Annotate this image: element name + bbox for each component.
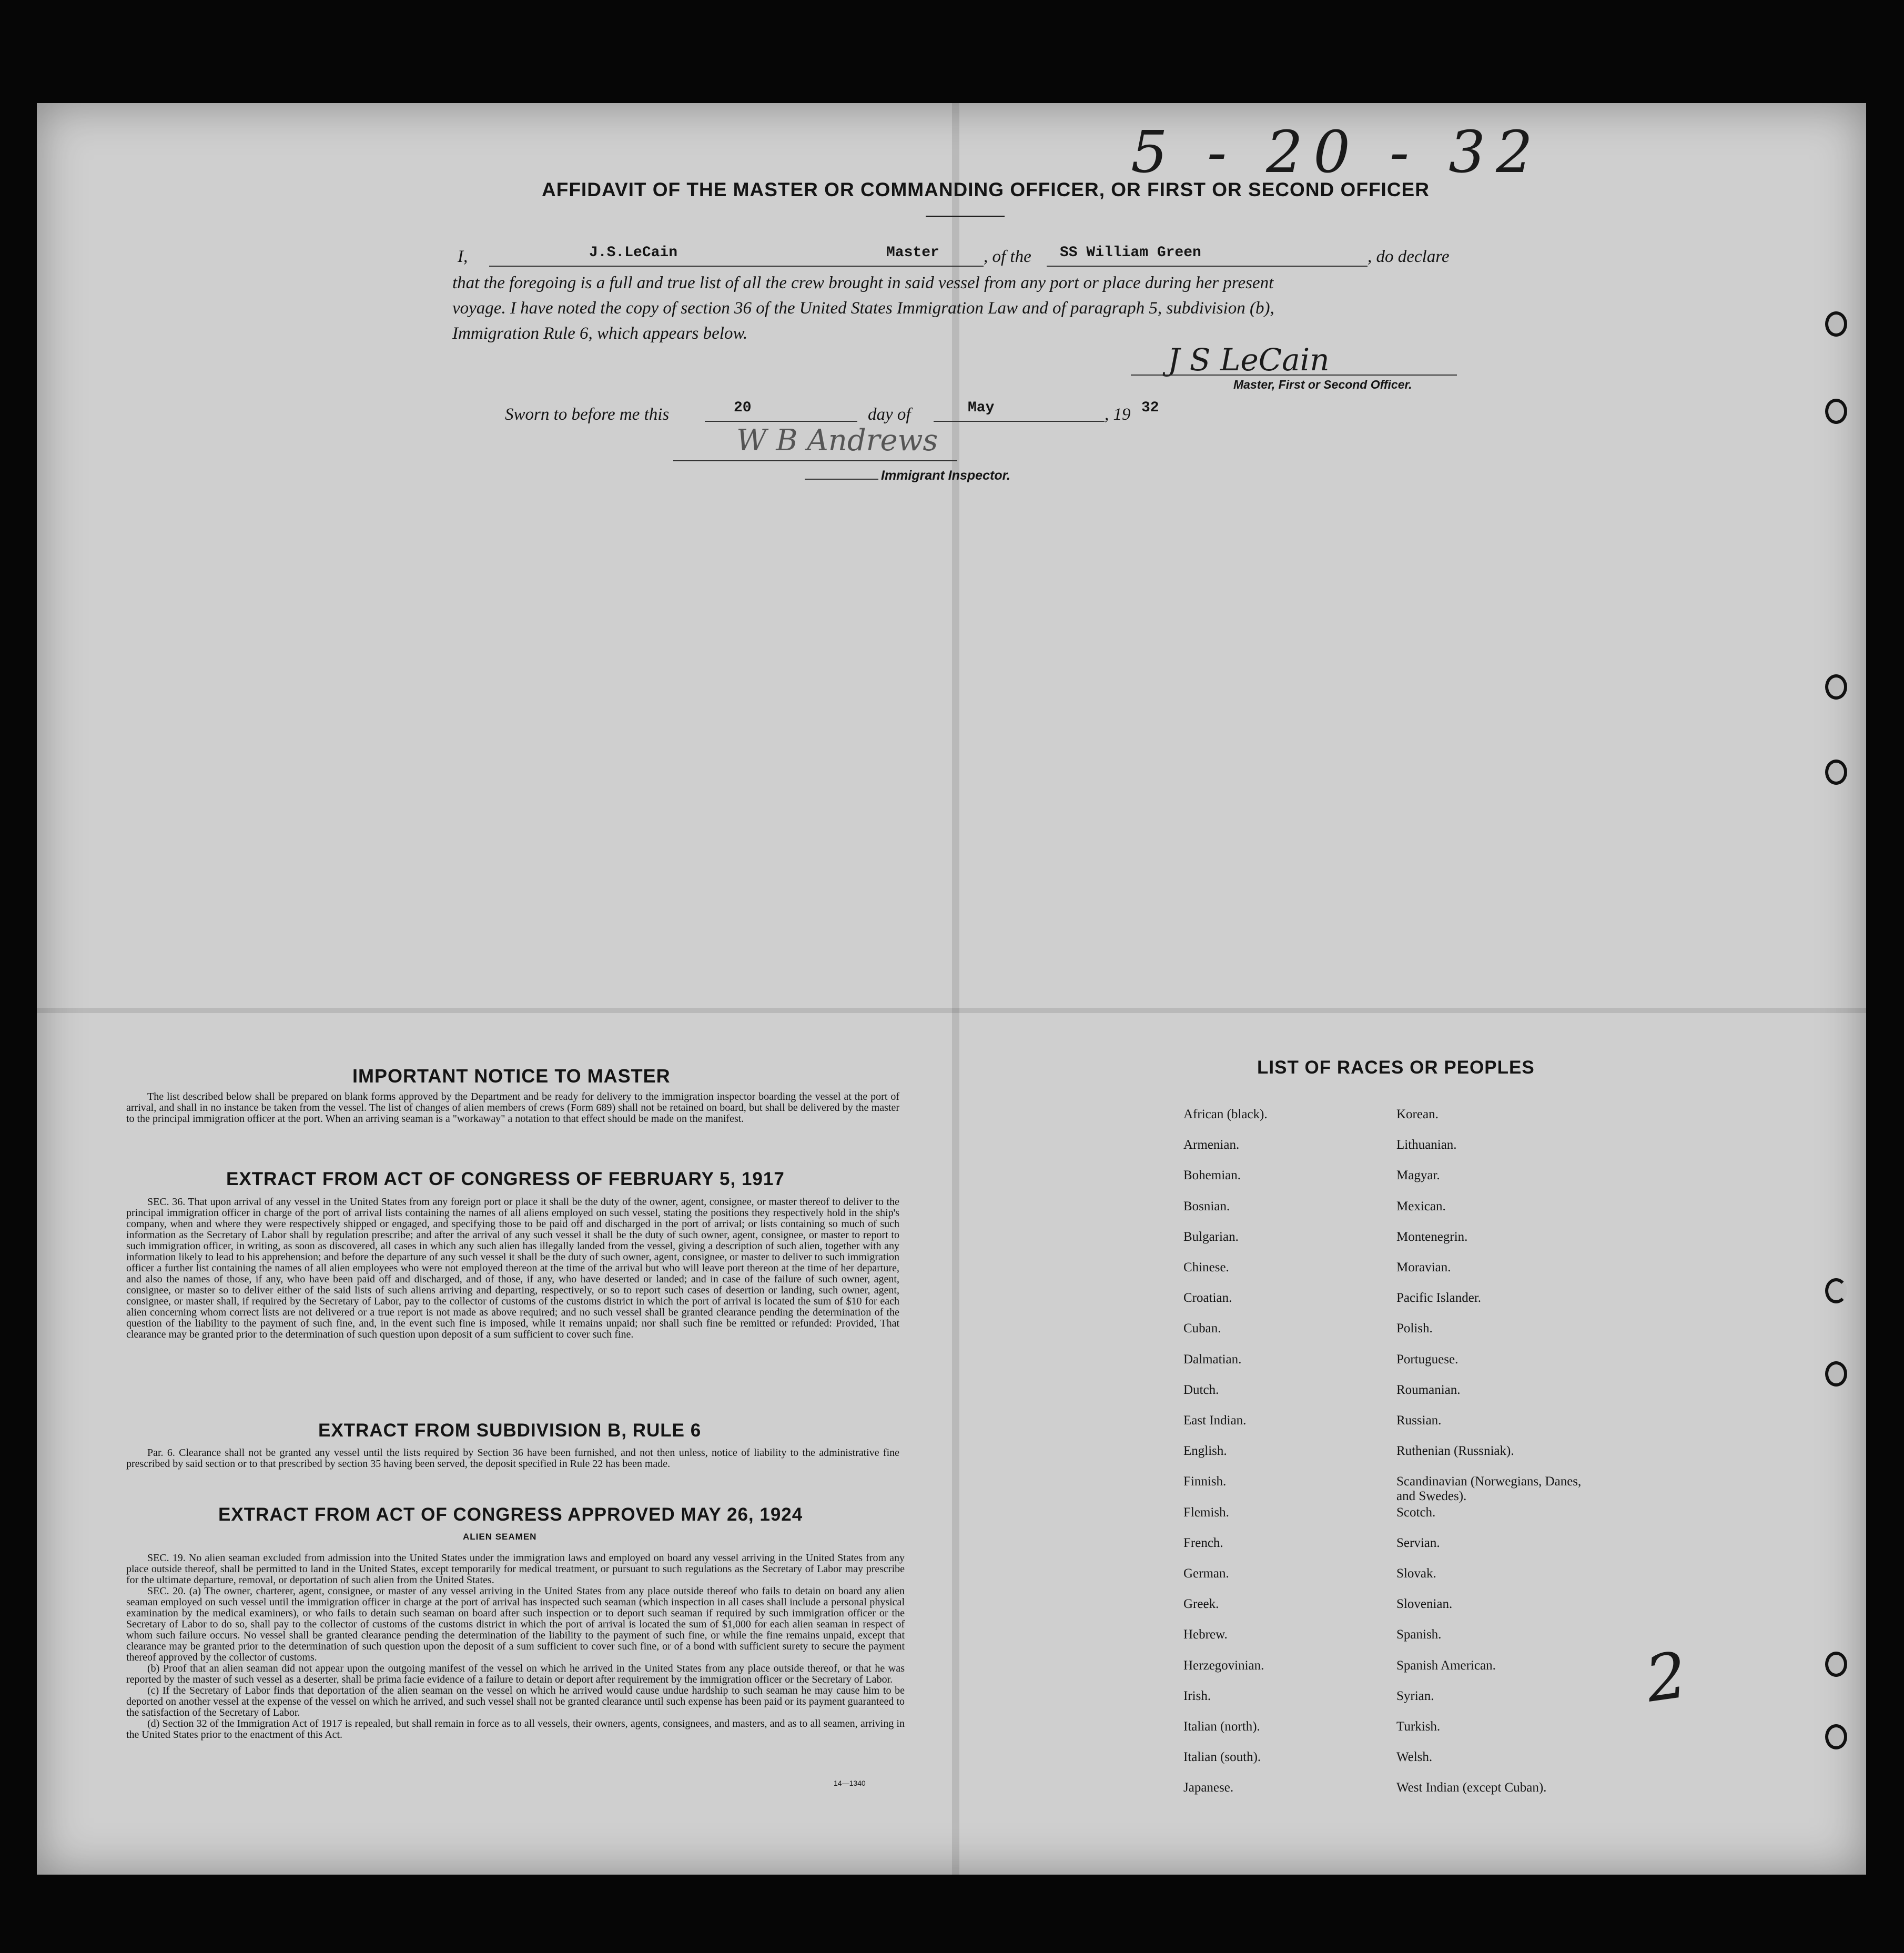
race-item: Polish. xyxy=(1396,1321,1433,1336)
extract-1917-title: EXTRACT FROM ACT OF CONGRESS OF FEBRUARY 5, 1917 xyxy=(226,1169,785,1189)
notice-title: IMPORTANT NOTICE TO MASTER xyxy=(352,1065,671,1087)
section-20d-text: (d) Section 32 of the Immigration Act of 1917 is repealed, but shall remain in force as to all vessels, their owners, agents, consignees, and masters, and as to all seamen, arriving in the United States prior to the enactment of this Act. xyxy=(126,1718,905,1741)
name-underline xyxy=(489,266,984,267)
paragraph-6-text: Par. 6. Clearance shall not be granted any vessel until the lists required by Section 36 have been furnished, and not then unless, notice of liability to the administrative fine prescribed by said section or to that prescribed by section 35 having been served, the deposit specified in Rule 22 has been made. xyxy=(126,1447,899,1470)
race-item: Slovak. xyxy=(1396,1566,1436,1581)
sworn-day: 20 xyxy=(734,400,752,416)
do-declare-label: , do declare xyxy=(1368,247,1450,266)
race-item: Irish. xyxy=(1183,1688,1211,1703)
inspector-caption: Immigrant Inspector. xyxy=(881,468,1010,483)
title-rule xyxy=(926,216,1005,217)
race-item: Scandinavian (Norwegians, Danes, and Swedes). xyxy=(1396,1474,1582,1504)
race-item: Moravian. xyxy=(1396,1260,1451,1274)
extract-rule6-body xyxy=(126,1448,899,1470)
race-item: Mexican. xyxy=(1396,1199,1446,1213)
sworn-month: May xyxy=(968,400,995,416)
section-20a-text: SEC. 20. (a) The owner, charterer, agent, consignee, or master of any vessel arriving in the United States from any place outside thereof who fails to detain on board any alien seaman employed on such vessel until the immigration officer in charge at the port of arrival has inspected such seaman (which inspection in all cases shall include a personal physical examination by the medical examiners), or who fails to detain such seaman on board after such inspection or to deport such seaman if required by such immigration officer or the Secretary of Labor to do so, shall pay to the collector of customs of the customs district in which the port of arrival is located the sum of $1,000 for each alien seaman in respect of whom such failure occurs. No vessel shall be granted clearance pending the determination of the liability to the payment of such fine, or while the fine remains unpaid, except that clearance may be granted prior to the determination of such question upon the deposit of a sum sufficient to cover such fine, or of a bond with sufficient surety to secure the payment thereof approved by the collector of customs. xyxy=(126,1585,905,1663)
race-item: Greek. xyxy=(1183,1597,1219,1612)
master-name: J.S.LeCain xyxy=(589,245,678,261)
section-20c-text: (c) If the Secretary of Labor finds that deportation of the alien seaman on the vessel on which he arrived would cause undue hardship to such seaman he may cause him to be deported on another vessel at the expense of the vessel on which he arrived, and such vessel shall not be granted clearance until such expense has been paid or its payment guaranteed to the satisfaction of the Secretary of Labor. xyxy=(126,1685,905,1718)
race-item: Herzegovinian. xyxy=(1183,1658,1264,1673)
race-item: Russian. xyxy=(1396,1413,1442,1428)
section-36-text: SEC. 36. That upon arrival of any vessel in the United States from any foreign port or place it shall be the duty of the owner, agent, consignee, or master thereof to deliver to the principal immigration officer in charge of the port of arrival lists containing the names of all aliens employed on such vessel, stating the positions they respectively hold in the ship's company, when and where they were respectively shipped or engaged, and specifying those to be paid off and discharged in the port of arrival; or lists containing so much of such information as the Secretary of Labor shall by regulation prescribe; and after the arrival of any such vessel it shall be the duty of such owner, agent, consignee, or master to report to such immigration officer, in writing, as soon as discovered, all cases in which any such alien has illegally landed from the vessel, giving a description of such alien, together with any information likely to lead to his apprehension; and before the departure of any such vessel it shall be the duty of such owner, agent, consignee, or master to deliver to such immigration officer a further list containing the names of all alien employees who were not employed thereon at the time of the arrival but who will leave port thereon at the time of her departure, and also the names of those, if any, who have been paid off and discharged, and of those, if any, who have deserted or landed; and in case of the failure of such owner, agent, consignee, or master so to deliver either of the said lists of such aliens arriving and departing, respectively, or so to report such cases of desertion or landing, such owner, agent, consignee, or master shall, if required by the Secretary of Labor, pay to the collector of customs of the customs district in which the port of arrival is located the sum of $10 for each alien concerning whom correct lists are not delivered or a true report is not made as above required; and no such vessel shall be granted clearance pending the determination of the question of the liability to the payment of such fine, and, in the event such fine is imposed, while it remains unpaid; nor shall such fine be remitted or refunded: Provided, That clearance may be granted prior to the determination of such question upon deposit of a sum sufficient to cover such fine. xyxy=(126,1196,899,1340)
race-item: Armenian. xyxy=(1183,1138,1240,1152)
race-item: Welsh. xyxy=(1396,1750,1433,1765)
race-item: East Indian. xyxy=(1183,1413,1247,1428)
race-item: English. xyxy=(1183,1444,1227,1459)
form-number: 14—1340 xyxy=(834,1779,866,1787)
race-item: Portuguese. xyxy=(1396,1352,1459,1367)
race-item: Chinese. xyxy=(1183,1260,1229,1274)
binder-hole xyxy=(1825,1361,1847,1387)
binder-hole xyxy=(1825,1724,1847,1749)
binder-hole xyxy=(1825,311,1847,337)
race-item: Korean. xyxy=(1396,1107,1439,1121)
binder-hole xyxy=(1825,760,1847,785)
handwritten-date: 5 - 20 - 32 xyxy=(1131,118,1544,186)
race-item: Japanese. xyxy=(1183,1780,1234,1795)
race-item: Bosnian. xyxy=(1183,1199,1230,1213)
notice-body xyxy=(126,1091,899,1125)
race-item: Syrian. xyxy=(1396,1688,1434,1703)
vessel-name: SS William Green xyxy=(1060,245,1201,261)
race-item: Ruthenian (Russniak). xyxy=(1396,1444,1514,1459)
of-the-label: , of the xyxy=(984,247,1031,266)
binder-hole xyxy=(1825,1652,1847,1677)
binder-hole xyxy=(1825,674,1847,700)
extract-1924-body xyxy=(126,1553,905,1741)
affidavit-i: I, xyxy=(458,247,468,266)
notice-paragraph: The list described below shall be prepared on blank forms approved by the Department and be ready for delivery to the immigration inspector boarding the vessel at the port of arrival, and shall in no instance be taken from the vessel. The list of changes of alien members of crews (Form 689) shall not be retained on board, but shall be delivered by the master to the principal immigration officer at the port. When an arriving seaman is a "workaway" a notation to that effect should be made on the manifest. xyxy=(126,1091,899,1125)
races-title: LIST OF RACES OR PEOPLES xyxy=(1257,1057,1535,1078)
race-item: Italian (south). xyxy=(1183,1750,1261,1765)
race-item: Pacific Islander. xyxy=(1396,1291,1482,1306)
race-item: Dalmatian. xyxy=(1183,1352,1242,1367)
race-item: Lithuanian. xyxy=(1396,1138,1457,1152)
race-item: Montenegrin. xyxy=(1396,1229,1468,1244)
race-item: Spanish American. xyxy=(1396,1658,1496,1673)
race-item: Servian. xyxy=(1396,1535,1440,1550)
section-19-text: SEC. 19. No alien seaman excluded from admission into the United States under the immigration laws and employed on board any vessel arriving in the United States from any place outside thereof, shall be permitted to land in the United States, except temporarily for medical treatment, or pursuant to such regulations as the Secretary of Labor may prescribe for the ultimate departure, removal, or deportation of such alien from the United States. xyxy=(126,1552,905,1586)
race-item: Hebrew. xyxy=(1183,1627,1228,1642)
race-item: Slovenian. xyxy=(1396,1597,1453,1612)
race-item: West Indian (except Cuban). xyxy=(1396,1780,1547,1795)
race-item: Bulgarian. xyxy=(1183,1229,1239,1244)
race-item: Magyar. xyxy=(1396,1168,1440,1183)
affidavit-line-4: Immigration Rule 6, which appears below. xyxy=(452,324,748,343)
race-item: Spanish. xyxy=(1396,1627,1442,1642)
master-signature: J S LeCain xyxy=(1168,342,1330,378)
extract-1924-title: EXTRACT FROM ACT OF CONGRESS APPROVED MAY 26, 1924 xyxy=(218,1504,803,1525)
race-item: Finnish. xyxy=(1183,1474,1227,1489)
day-underline xyxy=(705,421,857,422)
section-20b-text: (b) Proof that an alien seaman did not appear upon the outgoing manifest of the vessel on which he arrived in the United States from any place outside thereof, or that he was reported by the master of such vessel as a deserter, shall be prima facie evidence of a failure to detain or deport after requirement by the immigration officer or the Secretary of Labor. xyxy=(126,1663,905,1685)
race-item: Flemish. xyxy=(1183,1505,1229,1520)
race-item: Scotch. xyxy=(1396,1505,1436,1520)
binder-hole xyxy=(1825,1278,1847,1303)
race-item: African (black). xyxy=(1183,1107,1268,1121)
race-item: Croatian. xyxy=(1183,1291,1232,1306)
horizontal-fold xyxy=(37,1008,1866,1013)
margin-mark: 2 xyxy=(1641,1638,1692,1717)
affidavit-line-3: voyage. I have noted the copy of section 36 of the United States Immigration Law and of paragraph 5, subdivision (b), xyxy=(452,299,1274,318)
race-item: French. xyxy=(1183,1535,1223,1550)
race-item: Cuban. xyxy=(1183,1321,1221,1336)
alien-seamen-subtitle: ALIEN SEAMEN xyxy=(463,1532,537,1542)
sworn-year: 32 xyxy=(1141,400,1159,416)
master-rank: Master xyxy=(886,245,939,261)
race-item: Italian (north). xyxy=(1183,1719,1260,1734)
race-item: Roumanian. xyxy=(1396,1382,1461,1397)
inspector-underline xyxy=(673,460,957,461)
race-item: Dutch. xyxy=(1183,1382,1219,1397)
binder-hole xyxy=(1825,399,1847,424)
day-of-label: day of xyxy=(868,405,911,424)
signature-caption: Master, First or Second Officer. xyxy=(1233,378,1412,391)
affidavit-title: AFFIDAVIT OF THE MASTER OR COMMANDING OFFICER, OR FIRST OR SECOND OFFICER xyxy=(542,179,1430,200)
signature-underline xyxy=(1131,375,1457,376)
inspector-signature: W B Andrews xyxy=(736,423,938,458)
race-item: German. xyxy=(1183,1566,1229,1581)
race-item: Bohemian. xyxy=(1183,1168,1241,1183)
year-prefix: , 19 xyxy=(1105,405,1131,424)
vessel-underline xyxy=(1047,266,1368,267)
race-item: Turkish. xyxy=(1396,1719,1441,1734)
extract-1917-body xyxy=(126,1197,899,1340)
month-underline xyxy=(934,421,1105,422)
extract-rule6-title: EXTRACT FROM SUBDIVISION B, RULE 6 xyxy=(318,1420,702,1441)
inspector-short-underline xyxy=(805,479,878,480)
sworn-label: Sworn to before me this xyxy=(505,405,670,424)
center-fold xyxy=(952,103,959,1875)
affidavit-line-2: that the foregoing is a full and true list of all the crew brought in said vessel from any port or place during her present xyxy=(452,274,1274,292)
